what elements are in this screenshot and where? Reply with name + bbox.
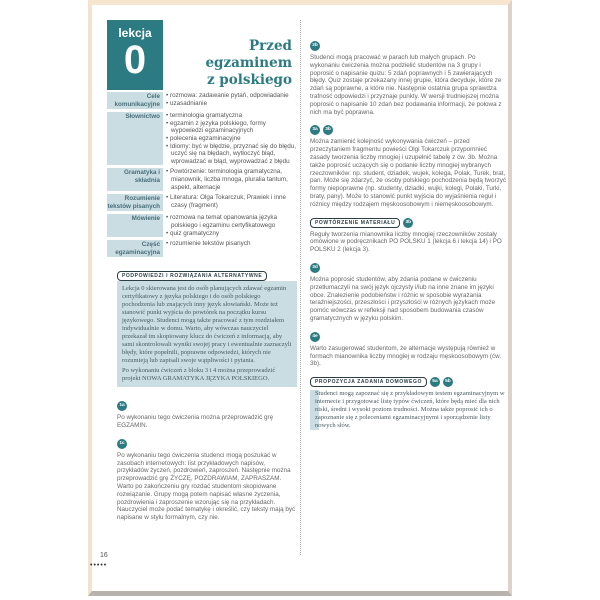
page-title xyxy=(170,38,292,89)
overview-item-text: polecenia egzaminacyjne xyxy=(169,134,241,142)
homework-body xyxy=(310,390,506,430)
overview-item-text: terminologia gramatyczna xyxy=(169,112,243,120)
overview-label: Rozumienie tekstów pisanych xyxy=(107,194,163,211)
homework-note: Studenci mogą zapoznać się z przykładowym testem egzaminacyjnym w internecie i przygotować listę typów ćwiczeń, które będą mieć dla nich niski, średni i wysoki poziom trudności. Można także poprosić ich o zapoznanie się z poleceniami egzaminacyjnymi i sporządzenie listy nowych słów. xyxy=(315,390,505,430)
bullet-icon: • xyxy=(166,134,170,142)
overview-item xyxy=(166,143,297,166)
overview-item xyxy=(166,135,297,143)
page-dots: ••••• xyxy=(90,562,108,569)
exercise-badge: 3b xyxy=(323,125,333,135)
exercise-badge: 3a xyxy=(310,125,320,135)
review-label: POWTÓRZENIE MATERIAŁU xyxy=(310,218,400,228)
lesson-badge xyxy=(107,20,163,90)
overview-item-text: rozmowa: zadawanie pytań, odpowiadanie xyxy=(169,92,289,99)
overview-item xyxy=(166,230,297,238)
overview-items xyxy=(163,194,297,211)
exercise-badge: 3b xyxy=(403,218,413,228)
overview-item-text: rozmowa na temat opanowania języka polskiego i egzaminu certyfikatowego xyxy=(169,214,278,229)
exercise-1a xyxy=(107,401,297,430)
overview-items xyxy=(163,92,297,109)
bullet-icon: • xyxy=(166,142,170,150)
overview-item xyxy=(166,112,297,120)
overview-item xyxy=(166,120,297,135)
review-section xyxy=(310,218,506,254)
exercise-badge: 1c xyxy=(117,439,127,449)
overview-item xyxy=(166,240,297,248)
exercise-badge: 3d xyxy=(310,263,320,273)
exercise-note: Po wykonaniu tego ćwiczenia studenci mogą poszukać w zasobach internetowych: list przykładowych napisów, przykładów życzeń, pozdrowień, zaproszeń. Następnie można przeprowadzić grę ŻYCZĘ, POZDRAWIAM, ZAPRASZAM. Warto po zakończeniu gry rozdać studentom skopiowane rozwiązanie. Grupy mogą potem napisać własne życzenia, pozdrowienia i zaproszenie wzorując się na przykładach. Nauczyciel może podać tematykę i określić, czy teksty mają być napisane w stylu formalnym, czy nie. xyxy=(117,451,296,522)
overview-item-text: Powtórzenie: terminologia gramatyczna, mianownik, liczba mnoga, pluralia tantum, aspekt, alternacje xyxy=(169,168,288,191)
review-note: Reguły tworzenia mianownika liczby mnogiej rzeczowników zostały omówione w podręcznikach PO POLSKU 1 (lekcja 6 i lekcja 14) i PO POLSKU 2 (lekcja 3). xyxy=(310,230,502,254)
lesson-number: 0 xyxy=(123,38,147,82)
overview-row xyxy=(107,112,297,165)
overview-item xyxy=(166,168,297,191)
overview-items xyxy=(163,214,297,237)
bullet-icon: • xyxy=(166,214,170,222)
overview-row xyxy=(107,168,297,191)
bullet-icon: • xyxy=(166,229,170,237)
hints-paragraph: Po wykonaniu ćwiczeń z bloku 3 i 4 można przeprowadzić projekt NOWA GRAMATYKA JĘZYKA POLSKIEGO. xyxy=(122,367,276,383)
overview-row xyxy=(107,92,297,109)
bullet-icon: • xyxy=(166,112,170,120)
exercise-note: Studenci mogą pracować w parach lub małych grupach. Po wykonaniu ćwiczenia można podzielić studentów na 3 grupy i poprosić o napisanie quizu: 5 zdań poprawnych i 5 zawierających błędy. Quiz zostaje przekazany innej grupie, która decyduje, które ze zdań są poprawne, a które nie. Następnie ostatnia grupa sprawdza trafność odpowiedzi i przyznaje punkty. W wersji trudniejszej można poprosić o napisanie 10 zdań bez podawania informacji, że połowa z nich ma być poprawna. xyxy=(310,54,502,116)
exercise-badge: 4e xyxy=(310,332,320,342)
overview-item-text: Literatura: Olga Tokarczuk, Prawiek i inne czasy (fragment) xyxy=(169,194,287,209)
overview-row xyxy=(107,194,297,211)
exercise-4e xyxy=(310,332,506,368)
overview-items xyxy=(163,168,297,191)
overview-items xyxy=(163,240,297,257)
exercise-3a xyxy=(310,125,506,208)
overview-label: Słownictwo xyxy=(107,112,163,165)
exercise-note: Po wykonaniu tego ćwiczenia można przeprowadzić grę EGZAMIN. xyxy=(117,414,274,430)
bullet-icon: • xyxy=(166,168,170,176)
page-number: 16 xyxy=(100,552,108,559)
bullet-icon: • xyxy=(166,194,170,202)
overview-row xyxy=(107,240,297,257)
exercise-badge: 2b xyxy=(310,41,320,51)
homework-label: PROPOZYCJA ZADANIA DOMOWEGO xyxy=(310,377,427,387)
exercise-badge: 1a xyxy=(117,401,127,411)
column-divider xyxy=(300,20,301,555)
hints-section xyxy=(107,271,297,387)
exercise-badge: 5a xyxy=(430,377,440,387)
bullet-icon: • xyxy=(166,119,170,127)
hints-paragraph: Lekcja 0 skierowana jest do osób planujących zdawać egzamin certyfikatowy z języka polskiego i do osób polskiego pochodzenia lub znających inny język słowiański. Może też stanowić punkt wyjścia do powtórek na początku kursu językowego. Studenci mogą także pracować z tym rozdziałem indywidualnie w domu. Warto, aby wówczas nauczyciel przekazał im skopiowany klucz do ćwiczeń z informacją, aby sami skontrolowali wyniki swojej pracy i ewentualnie zaznaczyli błędy, które popełnili, poprawne odpowiedzi, których nie rozumieją lub zapisali swoje wątpliwości i pytania. xyxy=(122,285,292,365)
overview-item-text: quiz gramatyczny xyxy=(169,229,219,237)
exercise-note: Można zamienić kolejność wykonywania ćwiczeń – przed przeczytaniem fragmentu powieści Olgi Tokarczuk przypomnieć zasady tworzenia liczby mnogiej i uzupełnić tabelę z ćw. 3b. Można także poprosić uczących się o podanie liczby mnogiej wybranych rzeczowników: np. student, dziadek, wujek, kolega, Polak, Turek, brat, pan. Może się zdarzyć, że osoby polskiego pochodzenia będą tworzyć formy niepoprawne (np. studenty, dziadki, wujki, kolegi, Polaki, Turki, braty, pany). Może to stanowić punkt wyjścia do wyjaśnienia reguł i różnicy między rodzajem męskoosobowym i niemęskoosobowym. xyxy=(310,138,507,208)
title-line: Przed egzaminem xyxy=(205,38,292,71)
right-column xyxy=(310,41,506,439)
overview-label: Cele komunikacyjne xyxy=(107,92,163,109)
left-column xyxy=(107,92,297,531)
bullet-icon: • xyxy=(166,240,170,248)
overview-item-text: Idiomy: być w błędzie, przyznać się do błędu, uczyć się na błędach, wytłoczyć błąd, wprowadzać w błąd, wyprowadzać z błędu xyxy=(169,142,296,165)
exercise-3d xyxy=(310,263,506,323)
overview-label: Mówienie xyxy=(107,214,163,237)
overview-label: Gramatyka i składnia xyxy=(107,168,163,191)
lesson-overview xyxy=(107,92,297,257)
bullet-icon: • xyxy=(166,92,170,99)
overview-items xyxy=(163,112,297,165)
overview-item-text: rozumienie tekstów pisanych xyxy=(169,240,251,248)
exercise-note: Warto zasugerować studentom, że alternacje występują również w formach mianownika liczby mnogiej w rodzaju męskoosobowym (ćw. 3b). xyxy=(310,344,502,368)
overview-item xyxy=(166,214,297,229)
exercise-badge: 5b xyxy=(443,377,453,387)
homework-section xyxy=(310,377,506,430)
exercise-note: Można poprosić studentów, aby zdania podane w ćwiczeniu przetłumaczyli na swój język ojczysty i/lub na inne znane im języki obce. Znalezienie podobieństw i różnic w sposobie wyrażania teraźniejszości, przeszłości i przyszłości w różnych językach może pomóc wówczas w refleksji nad sposobem budowania czasów gramatycznych w języku polskim. xyxy=(310,275,496,322)
overview-item-text: uzasadnianie xyxy=(169,99,208,107)
overview-label: Część egzaminacyjna xyxy=(107,240,163,257)
hints-label: PODPOWIEDZI I ROZWIĄZANIA ALTERNATYWNE xyxy=(117,271,267,281)
hints-box xyxy=(117,281,297,387)
bullet-icon: • xyxy=(166,99,170,107)
overview-item-text: egzamin z języka polskiego, formy wypowiedzi egzaminacyjnych xyxy=(169,119,266,135)
lesson-label: lekcja xyxy=(118,26,152,40)
overview-item xyxy=(166,100,297,108)
title-line: z polskiego xyxy=(206,72,292,88)
overview-item xyxy=(166,194,297,209)
overview-item xyxy=(166,92,297,100)
overview-row xyxy=(107,214,297,237)
exercise-1c xyxy=(107,439,297,522)
exercise-2b xyxy=(310,41,506,116)
